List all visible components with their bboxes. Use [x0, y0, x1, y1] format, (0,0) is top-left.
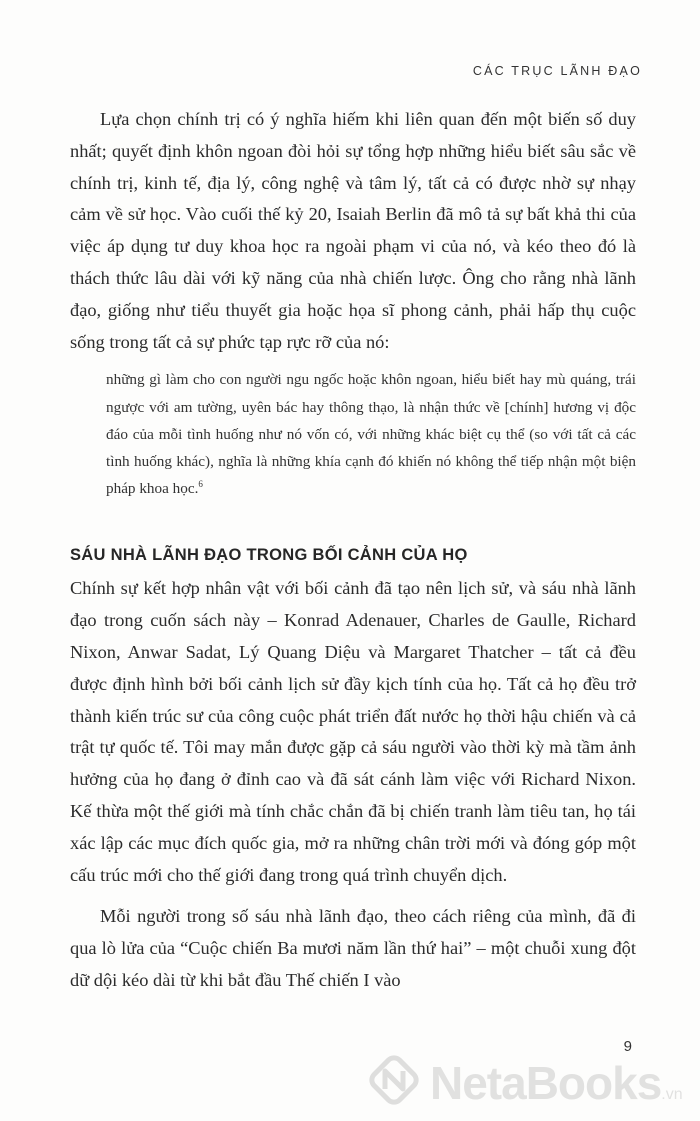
watermark-suffix: .vn	[661, 1085, 683, 1103]
footnote-marker: 6	[198, 479, 203, 490]
body-paragraph-3: Mỗi người trong số sáu nhà lãnh đạo, theo cách riêng của mình, đã đi qua lò lửa của “Cuộc chiến Ba mươi năm lần thứ hai” – một chuỗi xung đột dữ dội kéo dài từ khi bắt đầu Thế chiến I vào	[70, 906, 636, 990]
watermark-brand: NetaBooks	[430, 1056, 662, 1109]
netabooks-watermark	[366, 1052, 683, 1113]
page-number: 9	[623, 1038, 632, 1055]
page-body	[70, 104, 636, 997]
body-paragraph-2: Chính sự kết hợp nhân vật với bối cảnh đã tạo nên lịch sử, và sáu nhà lãnh đạo trong cuốn sách này – Konrad Adenauer, Charles de Gaulle, Richard Nixon, Anwar Sadat, Lý Quang Diệu và Margaret Thatcher – tất cả đều được định hình bởi bối cảnh lịch sử đầy kịch tính của họ. Tất cả họ đều trở thành kiến trúc sư của công cuộc phát triển đất nước họ thời hậu chiến và cả trật tự quốc tế. Tôi may mắn được gặp cả sáu người vào thời kỳ mà tầm ảnh hưởng của họ đang ở đỉnh cao và đã sát cánh làm việc với Richard Nixon. Kế thừa một thế giới mà tính chắc chắn đã bị chiến tranh làm tiêu tan, họ tái xác lập các mục đích quốc gia, mở ra những chân trời mới và đóng góp một cấu trúc mới cho thế giới đang trong quá trình chuyển dịch.	[70, 578, 636, 885]
section-heading: SÁU NHÀ LÃNH ĐẠO TRONG BỐI CẢNH CỦA HỌ	[70, 546, 468, 565]
block-quote	[106, 366, 636, 502]
running-head: CÁC TRỤC LÃNH ĐẠO	[472, 64, 642, 78]
block-quote-text: những gì làm cho con người ngu ngốc hoặc khôn ngoan, hiểu biết hay mù quáng, trái ngược với am tường, uyên bác hay thông thạo, là nhận thức về [chính] hương vị độc đáo của mỗi tình huống như nó vốn có, với những khác biệt cụ thể (so với tất cả các tình huống khác), nghĩa là những khía cạnh đó khiến nó không thể tiếp nhận một biện pháp khoa học.	[106, 371, 636, 498]
body-paragraph-1: Lựa chọn chính trị có ý nghĩa hiếm khi liên quan đến một biến số duy nhất; quyết định khôn ngoan đòi hỏi sự tổng hợp những hiểu biết sâu sắc về chính trị, kinh tế, địa lý, công nghệ và tâm lý, tất cả có được nhờ sự nhạy cảm về sử học. Vào cuối thế kỷ 20, Isaiah Berlin đã mô tả sự bất khả thi của việc áp dụng tư duy khoa học ra ngoài phạm vi của nó, và kéo theo đó là thách thức lâu dài với kỹ năng của nhà chiến lược. Ông cho rằng nhà lãnh đạo, giống như tiểu thuyết gia hoặc họa sĩ phong cảnh, phải hấp thụ cuộc sống trong tất cả sự phức tạp rực rỡ của nó:	[70, 109, 636, 352]
netabooks-n-logo-icon	[366, 1052, 422, 1113]
